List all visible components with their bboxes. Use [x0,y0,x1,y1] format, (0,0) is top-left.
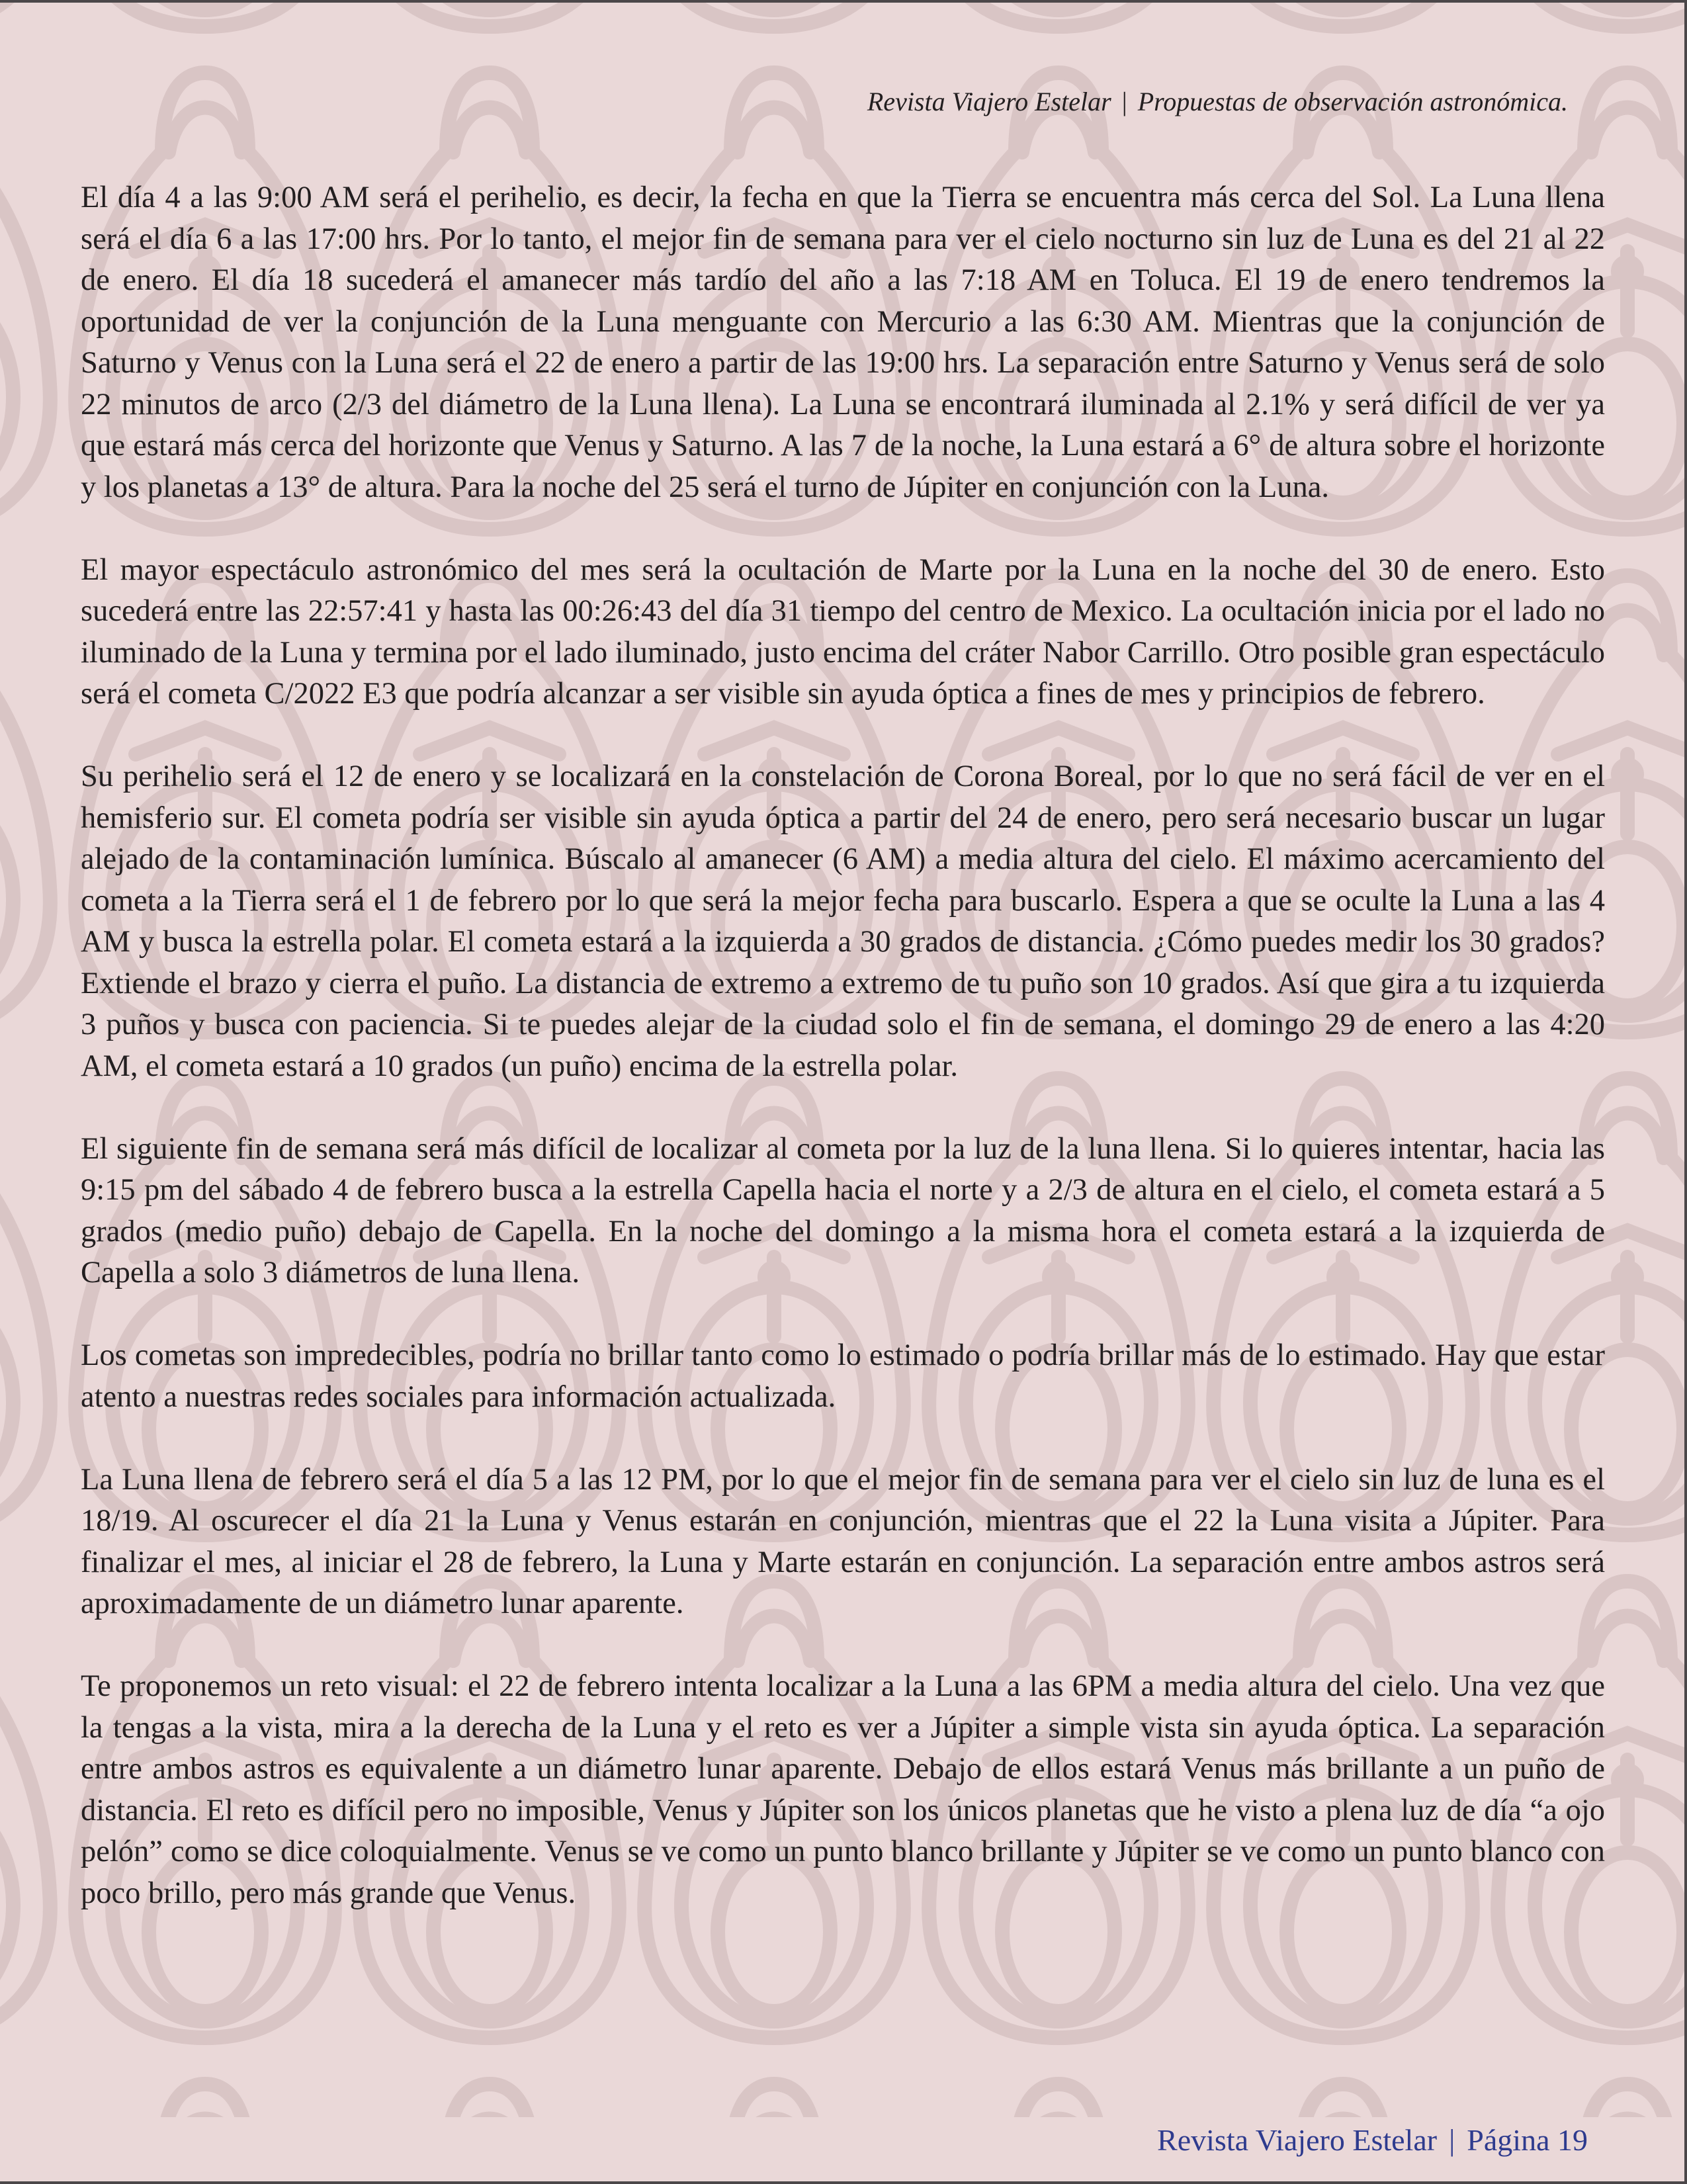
page-number: Página 19 [1467,2123,1588,2157]
paragraph: Los cometas son impredecibles, podría no brillar tanto como lo estimado o podría brillar más de lo estimado. Hay que estar atento a nuestras redes sociales para información actualizada. [81,1338,1605,1414]
header-magazine-title: Revista Viajero Estelar [867,87,1111,116]
paragraph: Te proponemos un reto visual: el 22 de febrero intenta localizar a la Luna a las 6PM a media altura del cielo. Una vez que la tengas a la vista, mira a la derecha de la Luna y el reto es ver a Júpiter a simple vista sin ayuda óptica. La separación entre ambos astros es equivalente a un diámetro lunar aparente. Debajo de ellos estará Venus más brillante a un puño de distancia. El reto es difícil pero no imposible, Venus y Júpiter son los únicos planetas que he visto a plena luz de día “a ojo pelón” como se dice coloquialmente. Venus se ve como un punto blanco brillante y Júpiter se ve como un punto blanco con poco brillo, pero más grande que Venus. [81,1669,1605,1910]
paragraph: Su perihelio será el 12 de enero y se localizará en la constelación de Corona Boreal, por lo que no será fácil de ver en el hemisferio sur. El cometa podría ser visible sin ayuda óptica a partir del 24 de enero, pero será necesario buscar un lugar alejado de la contaminación lumínica. Búscalo al amanecer (6 AM) a media altura del cielo. El máximo acercamiento del cometa a la Tierra será el 1 de febrero por lo que será la mejor fecha para buscarlo. Espera a que se oculte la Luna a las 4 AM y busca la estrella polar. El cometa estará a la izquierda a 30 grados de distancia. ¿Cómo puedes medir los 30 grados? Extiende el brazo y cierra el puño. La distancia de extremo a extremo de tu puño son 10 grados. Así que gira a tu izquierda 3 puños y busca con paciencia. Si te puedes alejar de la ciudad solo el fin de semana, el domingo 29 de enero a las 4:20 AM, el cometa estará a 10 grados (un puño) encima de la estrella polar. [81,760,1605,1083]
paragraph: El día 4 a las 9:00 AM será el perihelio, es decir, la fecha en que la Tierra se encuentra más cerca del Sol. La Luna llena será el día 6 a las 17:00 hrs. Por lo tanto, el mejor fin de semana para ver el cielo nocturno sin luz de Luna es del 21 al 22 de enero. El día 18 sucederá el amanecer más tardío del año a las 7:18 AM en Toluca. El 19 de enero tendremos la oportunidad de ver la conjunción de la Luna menguante con Mercurio a las 6:30 AM. Mientras que la conjunción de Saturno y Venus con la Luna será el 22 de enero a partir de las 19:00 hrs. La separación entre Saturno y Venus será de solo 22 minutos de arco (2/3 del diámetro de la Luna llena). La Luna se encontrará iluminada al 2.1% y será difícil de ver ya que estará más cerca del horizonte que Venus y Saturno. A las 7 de la noche, la Luna estará a 6° de altura sobre el horizonte y los planetas a 13° de altura. Para la noche del 25 será el turno de Júpiter en conjunción con la Luna. [81,181,1605,504]
header-section-title: Propuestas de observación astronómica. [1137,87,1568,116]
footer-separator: | [1449,2123,1455,2157]
paragraph: El mayor espectáculo astronómico del mes será la ocultación de Marte por la Luna en la noche del 30 de enero. Esto sucederá entre las 22:57:41 y hasta las 00:26:43 del día 31 tiempo del centro de Mexico. La ocultación inicia por el lado no iluminado de la Luna y termina por el lado iluminado, justo encima del cráter Nabor Carrillo. Otro posible gran espectáculo será el cometa C/2022 E3 que podría alcanzar a ser visible sin ayuda óptica a fines de mes y principios de febrero. [81,552,1605,711]
paragraph: La Luna llena de febrero será el día 5 a las 12 PM, por lo que el mejor fin de semana para ver el cielo sin luz de luna es el 18/19. Al oscurecer el día 21 la Luna y Venus estarán en conjunción, mientras que el 22 la Luna visita a Júpiter. Para finalizar el mes, al iniciar el 28 de febrero, la Luna y Marte estarán en conjunción. La separación entre ambos astros será aproximadamente de un diámetro lunar aparente. [81,1462,1605,1620]
page-footer [1157,2122,1588,2158]
article-body [81,177,1605,1956]
running-header [867,86,1568,117]
paragraph: El siguiente fin de semana será más difícil de localizar al cometa por la luz de la luna llena. Si lo quieres intentar, hacia las 9:15 pm del sábado 4 de febrero busca a la estrella Capella hacia el norte y a 2/3 de altura en el cielo, el cometa estará a 5 grados (medio puño) debajo de Capella. En la noche del domingo a la misma hora el cometa estará a la izquierda de Capella a solo 3 diámetros de luna llena. [81,1131,1605,1289]
footer-magazine-title: Revista Viajero Estelar [1157,2123,1438,2157]
header-separator: | [1121,87,1127,116]
